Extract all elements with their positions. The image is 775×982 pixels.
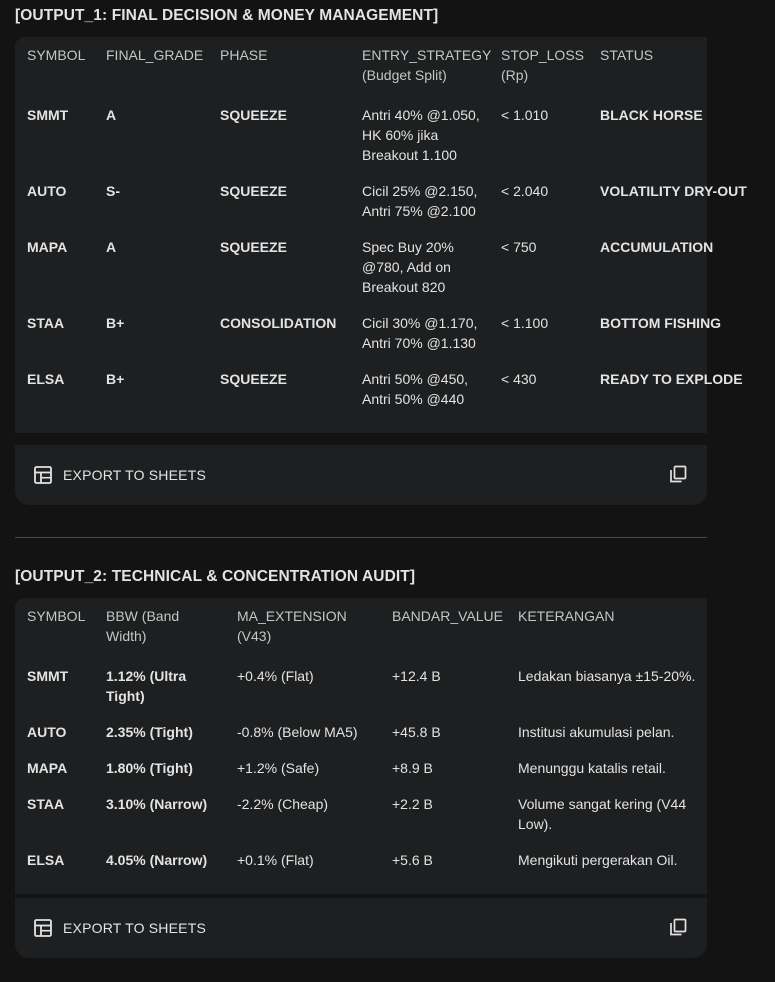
- cell-symbol: MAPA: [27, 760, 68, 776]
- cell-keterangan: Menunggu katalis retail.: [518, 760, 666, 776]
- copy-icon[interactable]: [669, 918, 687, 936]
- output2-title: [OUTPUT_2: TECHNICAL & CONCENTRATION AUDIT]: [15, 568, 416, 585]
- cell-entry-strategy: Antri 40% @1.050, HK 60% jika Breakout 1.100: [362, 107, 480, 163]
- table-grid-icon: [33, 918, 53, 938]
- cell-symbol: STAA: [27, 315, 65, 331]
- export-to-sheets-label: EXPORT TO SHEETS: [63, 920, 206, 936]
- cell-status: VOLATILITY DRY-OUT: [600, 183, 747, 199]
- column-header-phase: PHASE: [220, 47, 268, 63]
- export-to-sheets-label: EXPORT TO SHEETS: [63, 467, 206, 483]
- column-header-bandar-value: BANDAR_VALUE: [392, 608, 504, 624]
- cell-stop-loss: < 430: [501, 371, 537, 387]
- column-header-entry-strategy: ENTRY_STRATEGY (Budget Split): [362, 47, 492, 83]
- cell-ma-extension: -2.2% (Cheap): [237, 796, 329, 812]
- cell-stop-loss: < 750: [501, 239, 537, 255]
- cell-symbol: AUTO: [27, 724, 67, 740]
- column-header-symbol: SYMBOL: [27, 47, 86, 63]
- cell-symbol: SMMT: [27, 668, 69, 684]
- cell-status: BOTTOM FISHING: [600, 315, 722, 331]
- cell-ma-extension: -0.8% (Below MA5): [237, 724, 358, 740]
- output1-export-bar: [15, 445, 707, 505]
- cell-phase: SQUEEZE: [220, 371, 287, 387]
- cell-phase: SQUEEZE: [220, 107, 287, 123]
- column-header-final-grade: FINAL_GRADE: [106, 47, 204, 63]
- cell-final-grade: A: [106, 107, 117, 123]
- table-row: [15, 658, 707, 714]
- table-row: [15, 714, 707, 750]
- cell-status: READY TO EXPLODE: [600, 371, 743, 387]
- table-row: [15, 97, 775, 173]
- column-header-stop-loss: STOP_LOSS (Rp): [501, 47, 585, 83]
- cell-bbw: 2.35% (Tight): [106, 724, 193, 740]
- cell-bandar-value: +12.4 B: [392, 668, 441, 684]
- cell-keterangan: Volume sangat kering (V44 Low).: [518, 796, 687, 832]
- column-header-ma-extension: MA_EXTENSION (V43): [237, 608, 347, 644]
- column-header-bbw: BBW (Band Width): [106, 608, 180, 644]
- column-header-keterangan: KETERANGAN: [518, 608, 615, 624]
- cell-final-grade: B+: [106, 371, 125, 387]
- table-row: [15, 229, 775, 305]
- column-header-status: STATUS: [600, 47, 654, 63]
- cell-symbol: ELSA: [27, 371, 65, 387]
- cell-bandar-value: +5.6 B: [392, 852, 433, 868]
- cell-ma-extension: +1.2% (Safe): [237, 760, 320, 776]
- cell-bandar-value: +45.8 B: [392, 724, 441, 740]
- cell-phase: SQUEEZE: [220, 239, 287, 255]
- cell-entry-strategy: Cicil 30% @1.170, Antri 70% @1.130: [362, 315, 478, 351]
- cell-ma-extension: +0.1% (Flat): [237, 852, 314, 868]
- cell-stop-loss: < 1.010: [501, 107, 549, 123]
- cell-final-grade: A: [106, 239, 117, 255]
- cell-symbol: MAPA: [27, 239, 68, 255]
- cell-keterangan: Ledakan biasanya ±15-20%.: [518, 668, 696, 684]
- table-row: [15, 786, 707, 842]
- cell-final-grade: B+: [106, 315, 125, 331]
- cell-ma-extension: +0.4% (Flat): [237, 668, 314, 684]
- cell-stop-loss: < 1.100: [501, 315, 549, 331]
- cell-status: BLACK HORSE: [600, 107, 703, 123]
- column-header-symbol: SYMBOL: [27, 608, 86, 624]
- export-to-sheets-button[interactable]: [33, 917, 206, 939]
- cell-phase: CONSOLIDATION: [220, 315, 337, 331]
- export-to-sheets-button[interactable]: [33, 464, 206, 486]
- cell-phase: SQUEEZE: [220, 183, 287, 199]
- output2-export-bar: [15, 898, 707, 958]
- cell-entry-strategy: Spec Buy 20% @780, Add on Breakout 820: [362, 239, 454, 295]
- output1-table-container[interactable]: [15, 37, 747, 433]
- output2-table: [15, 598, 707, 878]
- cell-keterangan: Mengikuti pergerakan Oil.: [518, 852, 678, 868]
- table-row: [15, 305, 775, 361]
- cell-symbol: ELSA: [27, 852, 65, 868]
- cell-entry-strategy: Cicil 25% @2.150, Antri 75% @2.100: [362, 183, 478, 219]
- cell-status: ACCUMULATION: [600, 239, 714, 255]
- cell-bbw: 4.05% (Narrow): [106, 852, 208, 868]
- table-row: [15, 361, 775, 417]
- cell-symbol: AUTO: [27, 183, 67, 199]
- cell-symbol: STAA: [27, 796, 65, 812]
- cell-bandar-value: +8.9 B: [392, 760, 433, 776]
- table-row: [15, 750, 707, 786]
- cell-symbol: SMMT: [27, 107, 69, 123]
- table-header-row: [15, 598, 707, 658]
- cell-bbw: 1.80% (Tight): [106, 760, 193, 776]
- cell-bbw: 1.12% (Ultra Tight): [106, 668, 187, 704]
- cell-final-grade: S-: [106, 183, 120, 199]
- output2-table-container[interactable]: [15, 598, 707, 894]
- cell-entry-strategy: Antri 50% @450, Antri 50% @440: [362, 371, 469, 407]
- cell-bandar-value: +2.2 B: [392, 796, 433, 812]
- table-row: [15, 173, 775, 229]
- cell-bbw: 3.10% (Narrow): [106, 796, 208, 812]
- cell-stop-loss: < 2.040: [501, 183, 549, 199]
- output1-title: [OUTPUT_1: FINAL DECISION & MONEY MANAGEMENT]: [15, 7, 439, 24]
- copy-icon[interactable]: [669, 465, 687, 483]
- table-grid-icon: [33, 465, 53, 485]
- table-row: [15, 842, 707, 878]
- table-header-row: [15, 37, 775, 97]
- cell-keterangan: Institusi akumulasi pelan.: [518, 724, 675, 740]
- section-divider: [15, 537, 707, 538]
- output1-table: [15, 37, 775, 417]
